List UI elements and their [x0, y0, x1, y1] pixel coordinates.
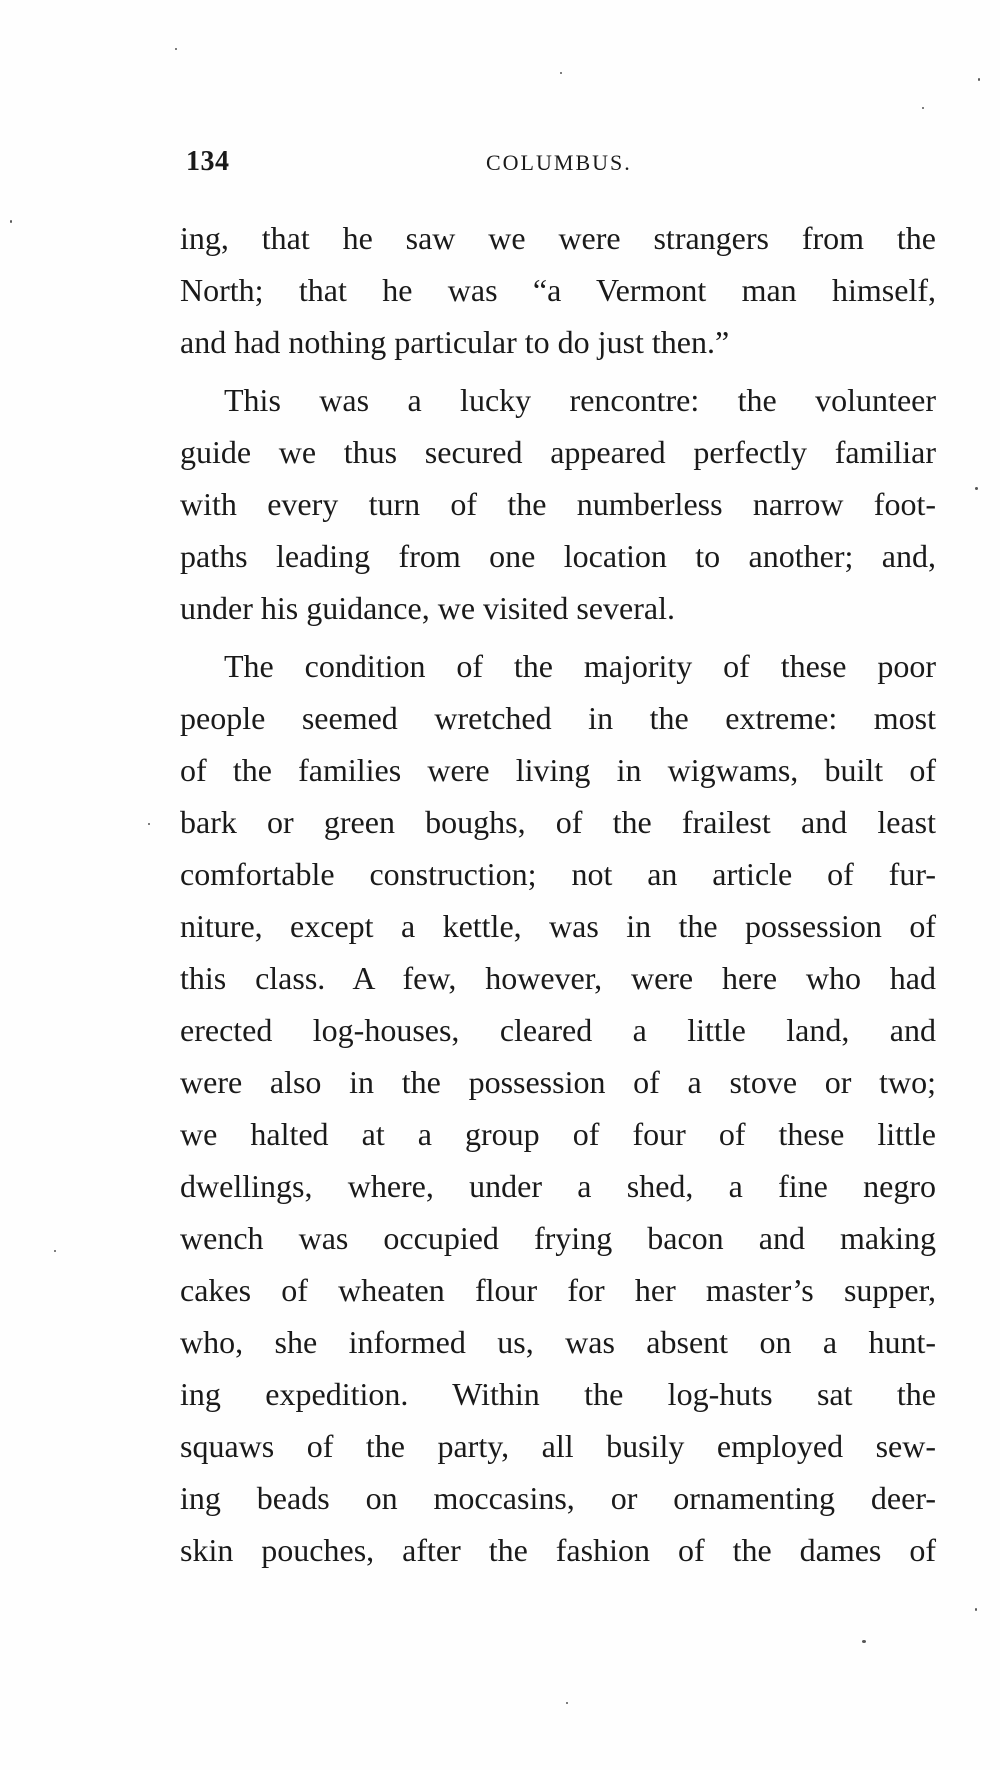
paragraph-start-line: This was a lucky rencontre: the volunteer [224, 382, 936, 418]
running-head [186, 146, 934, 186]
running-title: COLUMBUS. [486, 150, 632, 175]
text-line: this class. A few, however, were here who had [180, 960, 936, 996]
text-line: comfortable construction; not an article of fur- [180, 856, 936, 892]
text-line: were also in the possession of a stove or two; [180, 1064, 936, 1100]
text-line: ing beads on moccasins, or ornamenting deer- [180, 1480, 936, 1516]
text-line: North; that he was “a Vermont man himself, [180, 272, 936, 308]
text-line: wench was occupied frying bacon and making [180, 1220, 936, 1256]
text-line: ing expedition. Within the log-huts sat the [180, 1376, 936, 1412]
text-line: and had nothing particular to do just then.” [180, 324, 730, 360]
text-line: people seemed wretched in the extreme: most [180, 700, 936, 736]
paper-speck [922, 107, 924, 109]
paper-speck [175, 48, 177, 50]
paper-speck [975, 1608, 977, 1611]
text-line: erected log-houses, cleared a little land, and [180, 1012, 936, 1048]
paper-speck [148, 823, 150, 825]
paper-speck [10, 220, 12, 223]
text-line: squaws of the party, all busily employed sew- [180, 1428, 936, 1464]
text-line: cakes of wheaten flour for her master’s supper, [180, 1272, 936, 1308]
paper-speck [978, 78, 980, 81]
text-line: of the families were living in wigwams, built of [180, 752, 936, 788]
text-line: bark or green boughs, of the frailest and least [180, 804, 936, 840]
paper-speck [975, 487, 978, 490]
text-line: dwellings, where, under a shed, a fine negro [180, 1168, 936, 1204]
text-line: ing, that he saw we were strangers from the [180, 220, 936, 256]
paper-speck [566, 1702, 568, 1704]
text-line: we halted at a group of four of these little [180, 1116, 936, 1152]
text-line: paths leading from one location to another; and, [180, 538, 936, 574]
text-line: guide we thus secured appeared perfectly familiar [180, 434, 936, 470]
text-line: under his guidance, we visited several. [180, 590, 675, 626]
text-line: who, she informed us, was absent on a hunt- [180, 1324, 936, 1360]
text-line: niture, except a kettle, was in the possession of [180, 908, 936, 944]
paper-speck [862, 1640, 866, 1643]
paper-speck [560, 72, 562, 74]
text-line: skin pouches, after the fashion of the dames of [180, 1532, 936, 1568]
paper-speck [54, 1250, 56, 1252]
body-text [180, 212, 936, 1576]
paragraph-start-line: The condition of the majority of these poor [224, 648, 936, 684]
page-number: 134 [186, 146, 230, 177]
text-line: with every turn of the numberless narrow foot- [180, 486, 936, 522]
